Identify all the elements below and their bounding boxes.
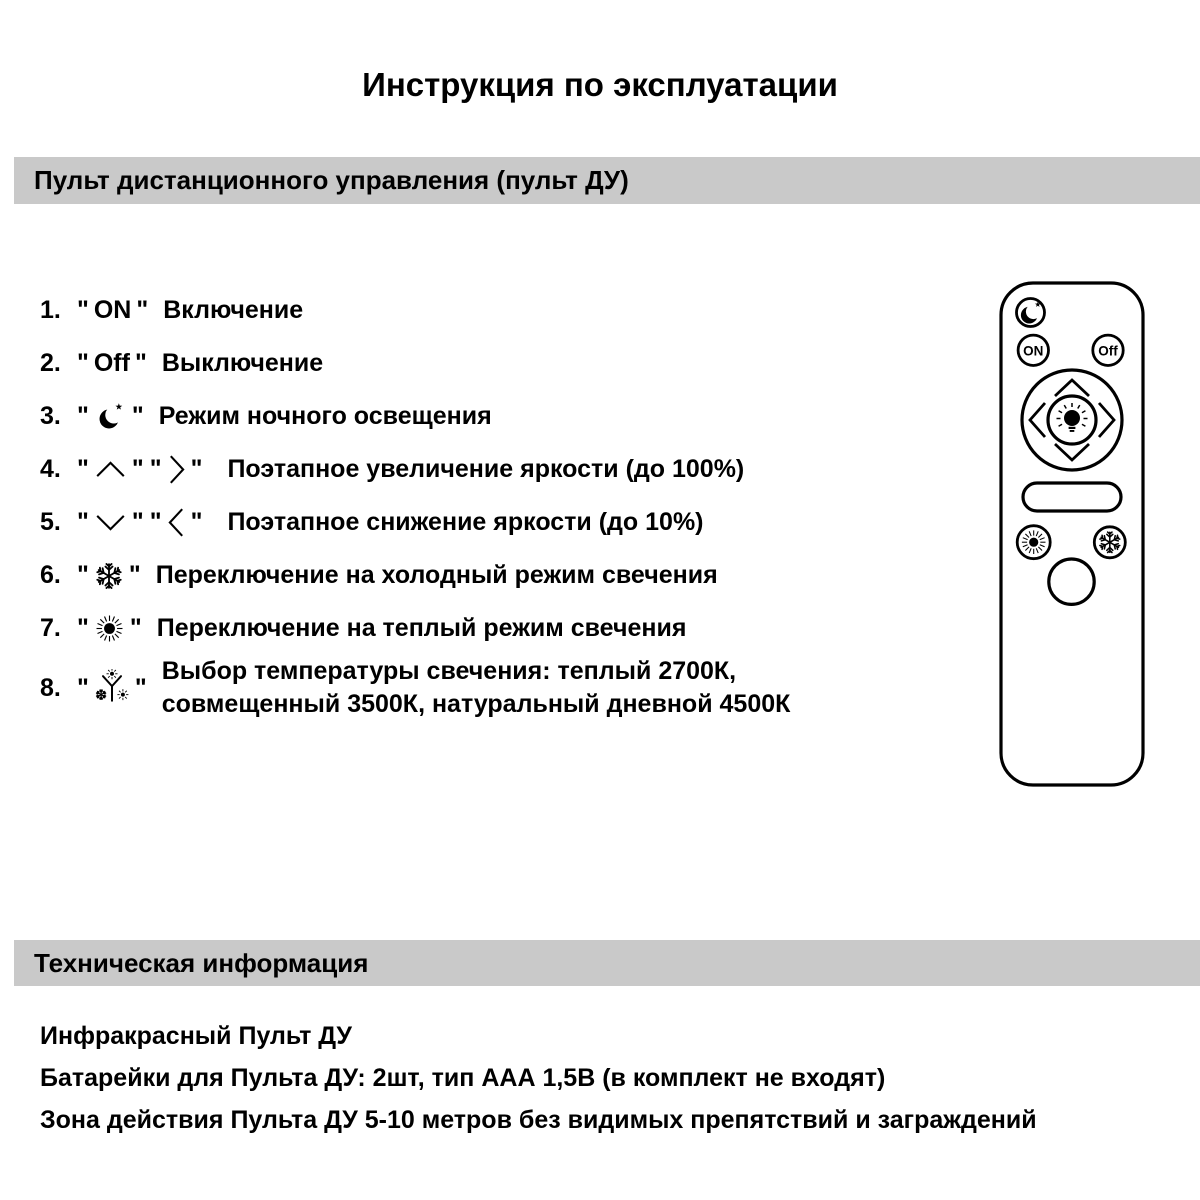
section-heading-technical-text: Техническая информация (34, 947, 369, 978)
item-number: 7. (40, 614, 61, 642)
item-number: 4. (40, 455, 61, 483)
button-symbol-text: Off (93, 349, 130, 377)
item-number: 3. (40, 402, 61, 430)
quote-mark: " (134, 349, 147, 377)
quote-mark: " (131, 508, 144, 536)
remote-off-button (1093, 335, 1123, 365)
quote-mark: " (77, 455, 89, 483)
quote-mark: " (77, 508, 89, 536)
snowflake-icon (94, 561, 124, 591)
quote-mark: " (190, 455, 203, 483)
page-title: Инструкция по эксплуатации (362, 66, 838, 103)
quote-mark: " (77, 349, 89, 377)
quote-mark: " (149, 508, 162, 536)
technical-line: Батарейки для Пульта ДУ: 2шт, тип ААА 1,5В (в комплект не входят) (40, 1064, 886, 1092)
button-symbol-text: ON (93, 296, 132, 324)
item-label: Поэтапное снижение яркости (до 10%) (227, 508, 704, 536)
quote-mark: " (129, 614, 142, 642)
section-heading-remote (14, 157, 1200, 204)
quote-mark: " (190, 508, 203, 536)
quote-mark: " (131, 402, 144, 430)
instruction-item (40, 602, 960, 655)
item-label: Переключение на холодный режим свечения (155, 561, 718, 589)
technical-line: Инфракрасный Пульт ДУ (40, 1022, 352, 1050)
remote-off-label: Off (1098, 343, 1118, 359)
quote-mark: " (77, 561, 89, 589)
item-label: Выбор температуры свечения: теплый 2700К, совмещенный 3500К, натуральный дневной 4500К (161, 657, 791, 718)
remote-bottom-button (1049, 559, 1094, 604)
instruction-item (40, 337, 960, 390)
instruction-item (40, 655, 960, 721)
section-heading-remote-text: Пульт дистанционного управления (пульт ДУ) (34, 165, 629, 195)
chevron-up-icon (94, 460, 127, 479)
chevron-down-icon (94, 513, 127, 532)
item-label: Переключение на теплый режим свечения (156, 614, 687, 642)
remote-cold-mode-button (1094, 527, 1125, 558)
remote-warm-mode-button (1017, 526, 1050, 559)
quote-mark: " (77, 296, 89, 324)
section-heading-technical (14, 940, 1200, 986)
moon-star-icon (94, 400, 127, 433)
remote-on-button (1018, 335, 1048, 365)
item-number: 2. (40, 349, 61, 377)
item-label: Режим ночного освещения (158, 402, 492, 430)
quote-mark: " (131, 455, 144, 483)
quote-mark: " (77, 614, 89, 642)
remote-night-mode-button (1017, 299, 1045, 327)
item-number: 1. (40, 296, 61, 324)
item-number: 8. (40, 673, 61, 702)
instruction-item (40, 496, 960, 549)
quote-mark: " (134, 673, 147, 702)
remote-on-label: ON (1023, 343, 1044, 359)
instruction-item (40, 443, 960, 496)
instruction-item (40, 549, 960, 602)
chevron-left-icon (167, 506, 186, 539)
quote-mark: " (77, 402, 89, 430)
quote-mark: " (128, 561, 141, 589)
temp-select-icon (94, 669, 130, 707)
remote-bar-button (1023, 483, 1121, 511)
sun-icon (1022, 530, 1046, 554)
remote-dpad (1022, 370, 1122, 470)
item-number: 5. (40, 508, 61, 536)
remote-illustration (993, 278, 1155, 793)
technical-line: Зона действия Пульта ДУ 5-10 метров без видимых препятствий и заграждений (40, 1106, 1037, 1134)
item-label: Включение (163, 296, 304, 324)
instruction-list (40, 284, 960, 721)
quote-mark: " (77, 673, 89, 702)
quote-mark: " (136, 296, 149, 324)
item-label: Выключение (161, 349, 324, 377)
quote-mark: " (149, 455, 162, 483)
technical-info (40, 1021, 1037, 1147)
item-number: 6. (40, 561, 61, 589)
chevron-right-icon (167, 453, 186, 486)
instruction-item (40, 284, 960, 337)
item-label: Поэтапное увеличение яркости (до 100%) (227, 455, 745, 483)
sun-icon (94, 613, 125, 644)
instruction-item (40, 390, 960, 443)
